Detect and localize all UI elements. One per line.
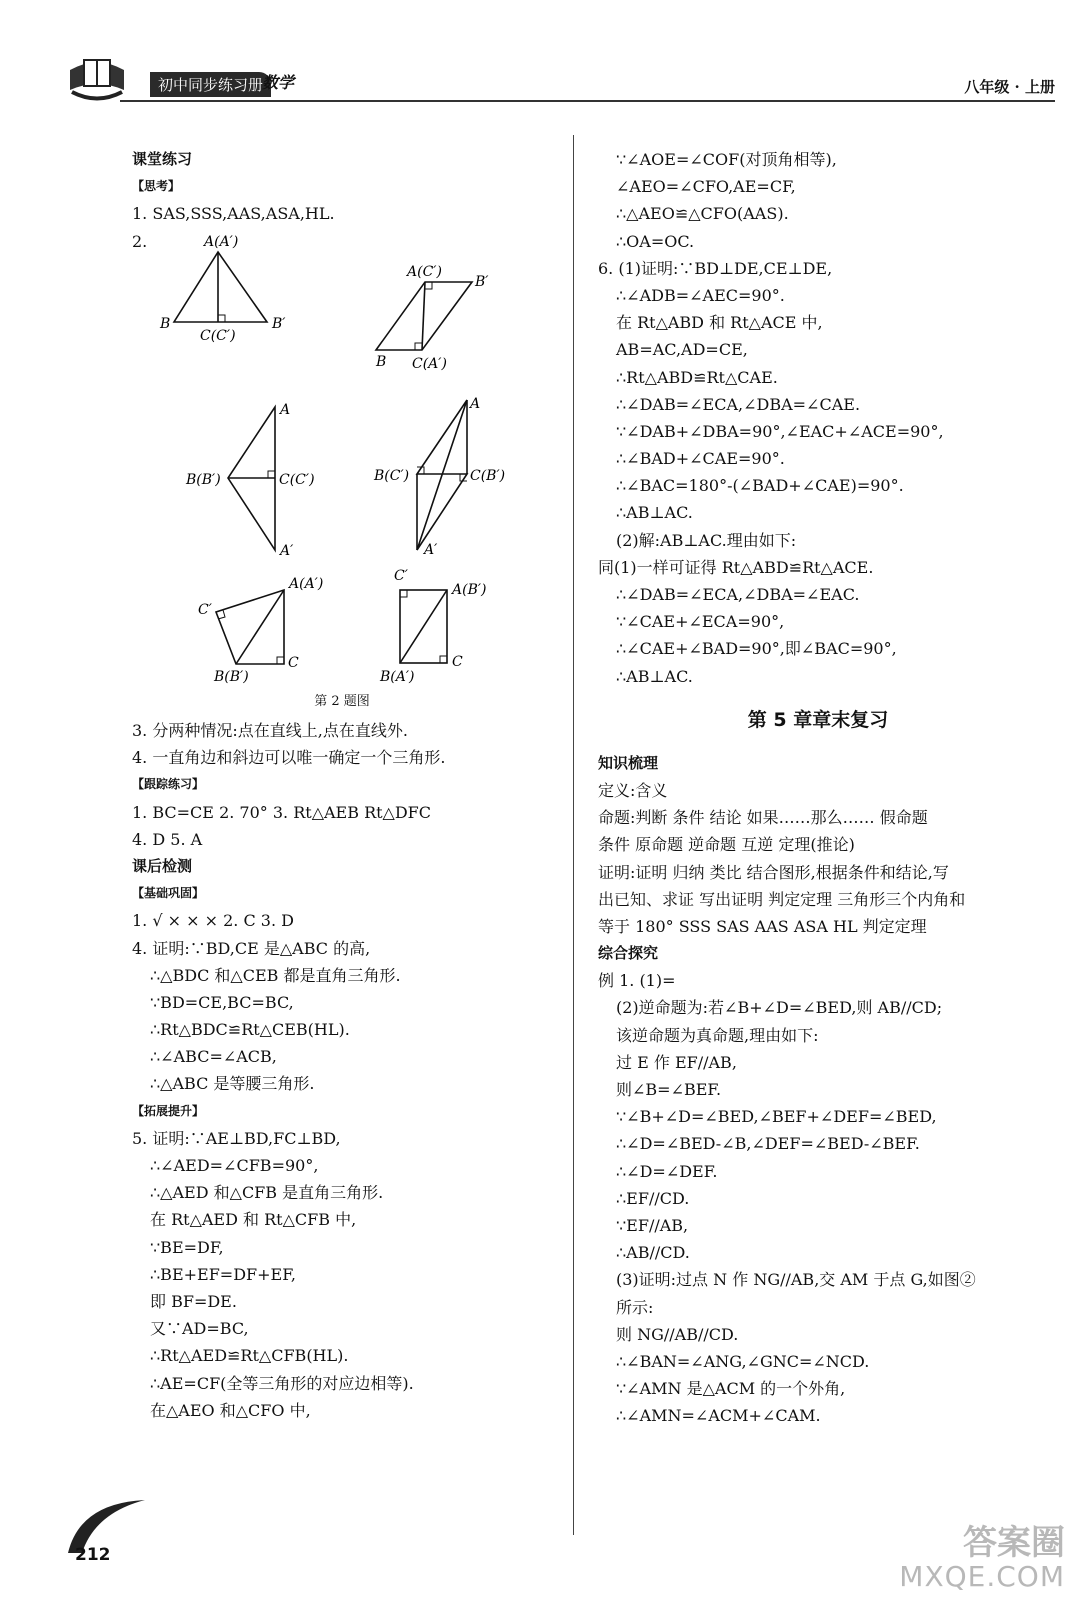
label: C	[288, 655, 299, 671]
label: B(B′)	[214, 669, 249, 685]
answer-line: 在 Rt△AED 和 Rt△CFB 中,	[150, 1210, 357, 1230]
page-header	[0, 0, 1085, 105]
answer-line: 2.	[132, 231, 148, 251]
label: B	[160, 316, 171, 332]
answer-line: 证明:证明 归纳 类比 结合图形,根据条件和结论,写	[598, 862, 949, 882]
watermark: 答案圈	[963, 1523, 1065, 1563]
answer-line: (2)解:AB⊥AC.理由如下:	[616, 530, 797, 550]
answer-line: ∴Rt△BDC≌Rt△CEB(HL).	[150, 1020, 350, 1040]
answer-line: ∴EF//CD.	[616, 1188, 690, 1208]
answer-line: ∴∠DAB=∠ECA,∠DBA=∠EAC.	[616, 585, 860, 604]
label: C(A′)	[412, 356, 447, 372]
label: A(A′)	[289, 576, 324, 592]
answer-line: ∴AB//CD.	[616, 1243, 690, 1263]
figure-5	[216, 590, 284, 664]
section-heading: 综合探究	[598, 944, 659, 963]
answer-line: ∴AB⊥AC.	[616, 503, 693, 523]
answer-line: ∵BE=DF,	[150, 1237, 224, 1257]
answer-line: 1. SAS,SSS,AAS,ASA,HL.	[132, 204, 335, 224]
label: C(C′)	[279, 472, 315, 488]
section-heading: 知识梳理	[598, 753, 659, 772]
label: B	[376, 354, 387, 370]
answer-line: 等于 180° SSS SAS AAS ASA HL 判定定理	[598, 916, 927, 936]
label: C(C′)	[200, 328, 236, 344]
answer-line: 命题:判断 条件 结论 如果……那么…… 假命题	[598, 808, 928, 828]
answer-line: ∴∠BAD+∠CAE=90°.	[616, 449, 785, 469]
answer-line: 定义:含义	[598, 780, 668, 800]
section-heading: 课堂练习	[132, 150, 193, 168]
answer-line: ∴△AED 和△CFB 是直角三角形.	[150, 1183, 384, 1203]
tag-label: 【基础巩固】	[132, 886, 205, 901]
answer-line: 6. (1)证明:∵BD⊥DE,CE⊥DE,	[598, 258, 833, 278]
answer-line: ∴△AEO≌△CFO(AAS).	[616, 204, 789, 224]
label: B(A′)	[380, 669, 415, 685]
answer-line: 3. 分两种情况:点在直线上,点在直线外.	[132, 721, 408, 740]
question-2-figures	[132, 214, 552, 714]
answer-line: ∵EF//AB,	[616, 1215, 689, 1235]
answer-line: (2)逆命题为:若∠B+∠D=∠BED,则 AB//CD;	[616, 998, 943, 1018]
answer-line: ∴∠CAE+∠BAD=90°,即∠BAC=90°,	[616, 639, 897, 659]
answer-line: AB=AC,AD=CE,	[616, 340, 748, 360]
answer-line: 则 NG//AB//CD.	[616, 1324, 739, 1344]
page-number: 212	[75, 1545, 111, 1565]
label: A(B′)	[452, 582, 487, 598]
figure-2	[376, 282, 472, 350]
label: C′	[394, 568, 408, 584]
figure-caption: 第 2 题图	[314, 694, 370, 709]
tag-label: 【跟踪练习】	[132, 777, 205, 792]
answer-line: 5. 证明:∵AE⊥BD,FC⊥BD,	[132, 1128, 341, 1148]
right-column	[598, 146, 1038, 1429]
answer-line: ∴∠ADB=∠AEC=90°.	[616, 285, 785, 305]
answer-line: ∴BE+EF=DF+EF,	[150, 1264, 296, 1284]
section-heading: 课后检测	[132, 856, 193, 875]
answer-line: ∵∠AMN 是△ACM 的一个外角,	[616, 1379, 846, 1399]
answer-line: ∴∠BAC=180°-(∠BAD+∠CAE)=90°.	[616, 476, 904, 496]
chapter-heading: 第 5 章章末复习	[747, 708, 889, 731]
answer-line: ∵BD=CE,BC=BC,	[150, 992, 294, 1012]
answer-line: 又∵AD=BC,	[150, 1319, 249, 1339]
answer-line: ∴△ABC 是等腰三角形.	[150, 1074, 315, 1094]
answer-line: ∴AB⊥AC.	[616, 666, 693, 686]
answer-line: 1. √ × × × 2. C 3. D	[132, 911, 294, 931]
answer-line: 所示:	[616, 1297, 654, 1317]
figure-1	[174, 252, 267, 322]
answer-line: ∴Rt△AED≌Rt△CFB(HL).	[150, 1346, 349, 1366]
answer-line: 同(1)一样可证得 Rt△ABD≌Rt△ACE.	[598, 557, 874, 577]
label: A(A′)	[204, 234, 239, 250]
answer-line: 即 BF=DE.	[150, 1291, 237, 1311]
tag-label: 【思考】	[132, 179, 181, 194]
label: A	[280, 402, 291, 418]
answer-line: ∴∠BAN=∠ANG,∠GNC=∠NCD.	[616, 1351, 870, 1371]
watermark-url: MXQE.COM	[899, 1560, 1065, 1593]
label: A′	[424, 542, 438, 558]
answer-line: ∴∠DAB=∠ECA,∠DBA=∠CAE.	[616, 394, 861, 414]
subject-label: 数学	[262, 73, 295, 92]
answer-line: ∴∠AED=∠CFB=90°,	[150, 1156, 319, 1175]
label: B′	[272, 316, 286, 332]
figure-3	[228, 407, 275, 550]
figure-6	[400, 590, 447, 663]
column-divider	[573, 135, 574, 1535]
label: C	[452, 654, 463, 670]
answer-line: 4. 证明:∵BD,CE 是△ABC 的高,	[132, 938, 371, 958]
answer-line: ∴△BDC 和△CEB 都是直角三角形.	[150, 965, 401, 985]
answer-line: ∵∠DAB+∠DBA=90°,∠EAC+∠ACE=90°,	[616, 421, 944, 441]
answer-line: ∴AE=CF(全等三角形的对应边相等).	[150, 1373, 414, 1393]
label: C(B′)	[470, 468, 506, 484]
answer-line: (3)证明:过点 N 作 NG//AB,交 AM 于点 G,如图②	[616, 1270, 976, 1290]
answer-line: 在 Rt△ABD 和 Rt△ACE 中,	[616, 313, 823, 333]
grade-label: 八年级 · 上册	[964, 78, 1055, 96]
answer-line: 4. 一直角边和斜边可以唯一确定一个三角形.	[132, 748, 446, 768]
label: A	[470, 396, 481, 412]
label: B(B′)	[186, 472, 221, 488]
header-rule	[120, 100, 1055, 102]
answer-line: ∴∠ABC=∠ACB,	[150, 1047, 277, 1067]
answer-line: ∴∠D=∠BED-∠B,∠DEF=∠BED-∠BEF.	[616, 1134, 920, 1154]
answer-line: ∴OA=OC.	[616, 231, 695, 251]
label: B′	[475, 274, 489, 290]
answer-line: ∴∠AMN=∠ACM+∠CAM.	[616, 1406, 821, 1426]
label: B(C′)	[374, 468, 410, 484]
answer-line: 该逆命题为真命题,理由如下:	[616, 1025, 819, 1045]
answer-line: ∵∠CAE+∠ECA=90°,	[616, 612, 785, 632]
answer-line: 4. D 5. A	[132, 829, 203, 849]
answer-line: ∴Rt△ABD≌Rt△CAE.	[616, 367, 778, 387]
tag-label: 【拓展提升】	[132, 1103, 205, 1118]
answer-line: 出已知、求证 写出证明 判定定理 三角形三个内角和	[598, 889, 966, 909]
left-column-lower	[132, 717, 552, 1424]
answer-line: ∵∠AOE=∠COF(对顶角相等),	[616, 150, 837, 169]
answer-line: 在△AEO 和△CFO 中,	[150, 1400, 311, 1420]
label: A(C′)	[407, 264, 442, 280]
answer-line: ∵∠B+∠D=∠BED,∠BEF+∠DEF=∠BED,	[616, 1107, 937, 1127]
figure-4	[417, 400, 467, 550]
answer-line: 条件 原命题 逆命题 互逆 定理(推论)	[598, 835, 855, 855]
answer-line: 过 E 作 EF//AB,	[616, 1052, 737, 1072]
book-logo-icon	[62, 50, 132, 105]
answer-line: ∴∠D=∠DEF.	[616, 1161, 718, 1181]
label: A′	[280, 543, 294, 559]
answer-line: 1. BC=CE 2. 70° 3. Rt△AEB Rt△DFC	[132, 802, 432, 822]
answer-line: ∠AEO=∠CFO,AE=CF,	[616, 177, 796, 197]
label: C′	[198, 602, 212, 618]
answer-line: 则∠B=∠BEF.	[616, 1080, 722, 1099]
series-title: 初中同步练习册	[150, 72, 271, 97]
answer-line: 例 1. (1)=	[598, 971, 676, 991]
